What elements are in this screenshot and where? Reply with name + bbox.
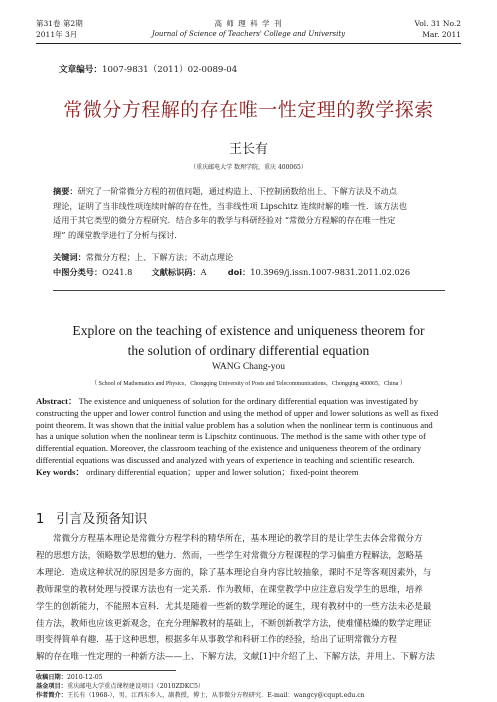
doi-label: doi： (227, 267, 251, 277)
body-line: 程的思想方法，领略数学思想的魅力．然而，一些学生对常微分方程课程的学习偏重方程解法，忽略基 (36, 550, 423, 561)
body-line: 解的存在唯一性定理的一种新方法——上、下解方法，文献[1]中介绍了上、下解方法，并用上、下解方法 (36, 652, 435, 663)
body-line: 学生的创新能力，不能照本宣科．尤其是随着一些新的数学理论的诞生，现有教材中的一些方法未必是最 (36, 601, 432, 612)
abstract-zh-line: 理” 的课堂教学进行了分析与探讨． (53, 229, 183, 240)
keywords-zh (53, 250, 445, 265)
abstract-en-line: point theorem. It was shown that the initial value problem has a solution when the nonlinear term is continuous and (36, 419, 433, 430)
header-right (415, 18, 461, 40)
abstract-zh (53, 184, 445, 242)
section-title: 引言及预备知识 (56, 512, 148, 527)
fund-label: 基金项目： (36, 683, 67, 690)
abstract-en (36, 396, 463, 479)
article-number-value: 1007-9831（2011）02-0089-04 (101, 65, 238, 75)
keywords-zh-label: 关键词： (53, 252, 86, 262)
english-author: WANG Chang-you (211, 362, 286, 372)
doc-code-label: 文献标识码： (151, 267, 201, 277)
english-title-line: Explore on the teaching of existence and uniqueness theorem for (72, 323, 425, 338)
header-center (140, 18, 357, 40)
year-month: 2011年 3月 (36, 30, 78, 39)
journal-name-en: Journal of Science of Teachers' College and University (151, 30, 346, 38)
abstract-en-label: Abstract： (36, 396, 77, 406)
body-line: 教师课堂的教材处理与授课方法也有一定关系．作为教师，在课堂教学中应注意启发学生的思维，培养 (36, 584, 423, 595)
english-title (0, 321, 497, 361)
journal-name-zh: 高 师 理 科 学 刊 (214, 19, 283, 28)
clc-value: O241.8 (102, 267, 133, 277)
fund-value: 重庆邮电大学重点课程建设项目（2010ZDKC5） (66, 683, 205, 690)
header-rule (36, 43, 461, 44)
abstract-zh-line: 适用于其它类型的微分方程研究．结合多年的教学与科研经验对 “常微分方程解的存在唯一性定 (53, 215, 396, 226)
keywords-en-value: ordinary differential equation；upper and lower solution；fixed-point theorem (86, 466, 359, 477)
author-bio (36, 690, 463, 701)
keywords-zh-value: 常微分方程；上、下解方法；不动点理论 (85, 252, 234, 262)
abstract-en-line: differential equations was discussed and analyzed with years of experience in teaching and scientific research. (36, 454, 415, 465)
abstract-en-line: The existence and uniqueness of solution for the ordinary differential equation was investigated by (78, 396, 419, 406)
footnote-rule (36, 670, 176, 671)
section-heading (36, 508, 147, 527)
volume-issue: 第31卷 第2期 (36, 19, 83, 28)
english-affiliation: （ School of Mathematics and Physics，Chongqing University of Posts and Telecommunications，Chongqing 400065，China ） (91, 381, 406, 387)
keywords-en-label: Key words： (36, 466, 84, 477)
page-title: 常微分方程解的存在唯一性定理的教学探索 (63, 99, 434, 121)
vol-no-en: Vol. 31 No.2 (414, 19, 461, 28)
english-title-line: the solution of ordinary differential equation (127, 343, 370, 358)
body-line: 佳方法，教师也应该更新观念，在充分理解教材的基础上，不断创新教学方法，使难懂枯燥的数学定理证 (36, 618, 432, 629)
article-number (59, 63, 237, 75)
doi-value: 10.3969/j.issn.1007-9831.2011.02.026 (250, 267, 411, 277)
author-name: 王长有 (228, 142, 268, 157)
article-number-label: 文章编号： (59, 65, 102, 75)
abstract-zh-label: 摘要： (53, 186, 78, 196)
author-affiliation: （重庆邮电大学 数理学院，重庆 400065） (190, 164, 307, 171)
classification-line (53, 265, 473, 280)
doc-code-value: A (200, 267, 207, 277)
received-label: 收稿日期： (36, 674, 67, 681)
body-line: 明变得简单有趣．基于这种思想，根据多年从事教学和科研工作的经验，给出了证明常微分方程 (36, 635, 397, 646)
received-value: 2010-12-05 (66, 674, 103, 681)
body-paragraph (36, 531, 463, 666)
body-line: 常微分方程基本理论是常微分方程学科的精华所在，基本理论的教学目的是让学生去体会常微分方 (53, 534, 423, 544)
header-left (36, 18, 83, 40)
section-divider (53, 290, 445, 291)
body-line: 本理论．造成这种状况的原因是多方面的，除了基本理论自身内容比较抽象，课时不足等客观因素外，与 (36, 567, 432, 578)
abstract-zh-line: 理论，证明了当非线性项连续时解的存在性，当非线性项 Lipschitz 连续时解的唯一性．该方法也 (53, 200, 407, 211)
author-bio-label: 作者简介： (36, 692, 67, 699)
abstract-en-line: has a unique solution when the nonlinear term is Lipschitz continuous. The method is the same with other type of (36, 431, 426, 442)
abstract-zh-line: 研究了一阶常微分方程的初值问题，通过构造上、下控制函数给出上、下解方法及不动点 (77, 186, 397, 196)
author-bio-value: 王长有（1968-），男，江西东乡人，副教授，博士，从事微分方程研究．E-mail：wangcy@cqupt.edu.cn (66, 692, 365, 699)
clc-label: 中图分类号： (53, 267, 103, 277)
section-number: 1 (36, 512, 45, 527)
abstract-en-line: differential equation. Moreover, the classroom teaching of the existence and uniqueness theorem of the ordinary (36, 443, 422, 454)
abstract-en-line: constructing the upper and lower control function and using the method of upper and lower solutions as well as fixed (36, 407, 439, 418)
date-en: Mar. 2011 (422, 30, 461, 39)
